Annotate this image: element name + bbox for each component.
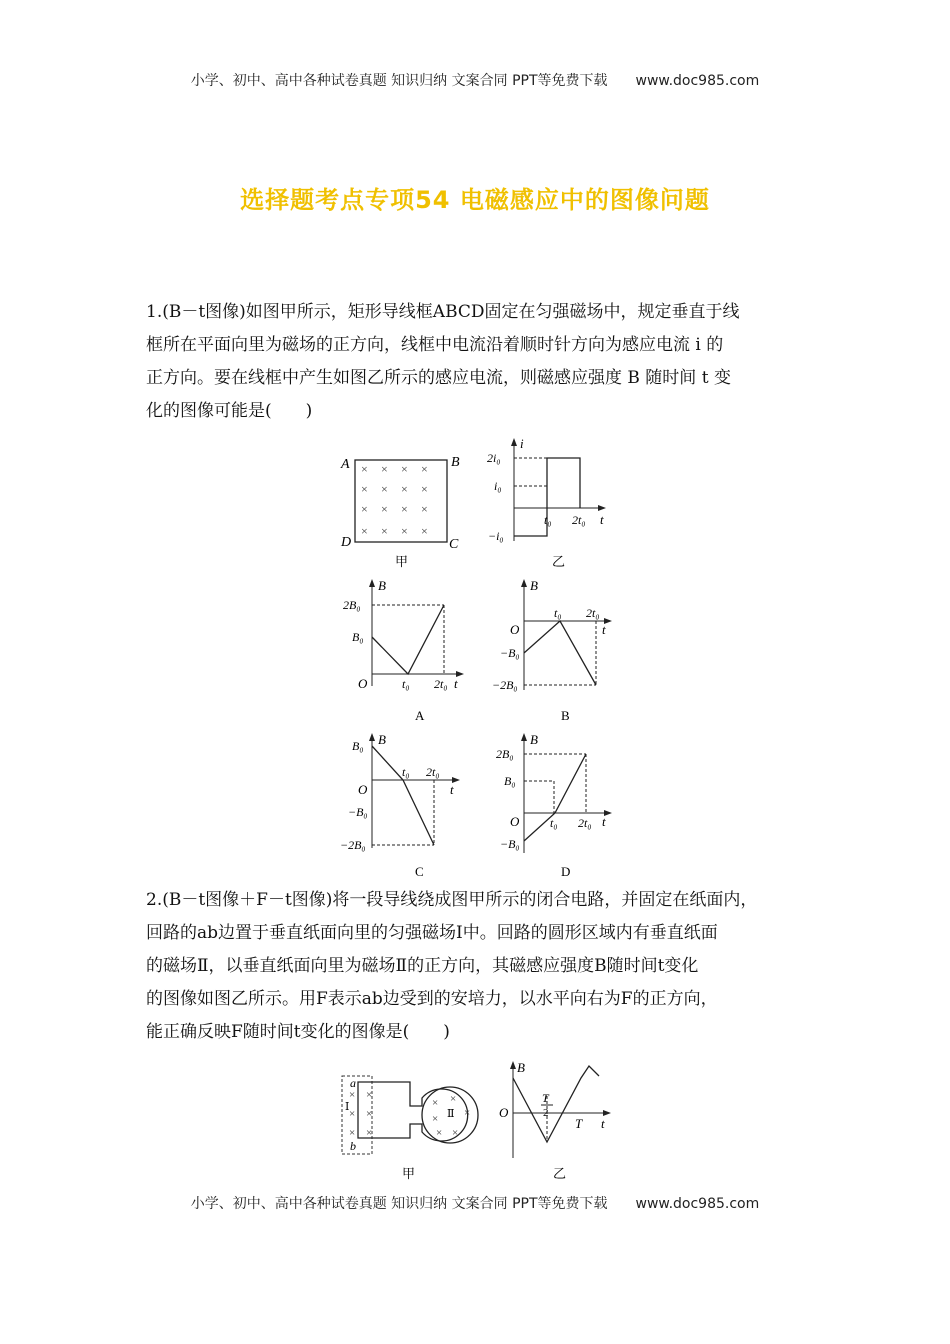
header-text: 小学、初中、高中各种试卷真题 知识归纳 文案合同 PPT等免费下载 [190, 73, 608, 89]
tick-2t0: 2t₀ [426, 765, 440, 779]
B-curve [372, 746, 434, 845]
tick-neg-2B0: −2B₀ [340, 838, 366, 852]
tick-2t0: 2t₀ [572, 513, 586, 527]
tick-neg-B0: −B₀ [500, 646, 520, 660]
label-I: Ⅰ [345, 1101, 350, 1113]
caption-jia: 甲 [395, 554, 409, 569]
axis-B-label: B [378, 732, 386, 747]
axis-t-label: t [602, 622, 606, 637]
svg-text:×: × [361, 462, 368, 476]
tick-2t0: 2t₀ [586, 606, 600, 620]
svg-text:×: × [421, 482, 428, 496]
svg-text:×: × [421, 502, 428, 516]
tick-t0: t₀ [544, 513, 552, 527]
svg-text:×: × [381, 524, 388, 538]
tick-neg-B0: −B₀ [348, 805, 368, 819]
svg-text:×: × [381, 482, 388, 496]
svg-text:×: × [401, 482, 408, 496]
tick-2B0: 2B₀ [496, 747, 514, 761]
svg-text:×: × [401, 462, 408, 476]
caption-A: A [415, 708, 425, 723]
corner-B: B [451, 455, 460, 470]
footer-text: 小学、初中、高中各种试卷真题 知识归纳 文案合同 PPT等免费下载 [190, 1196, 608, 1212]
label-II: Ⅱ [447, 1108, 455, 1120]
axis-t-label: t [602, 814, 606, 829]
question-1 [146, 296, 826, 428]
origin-label: O [499, 1105, 509, 1120]
q1-figure-yi [482, 436, 617, 574]
axis-B-label: B [517, 1060, 525, 1075]
tick-t0: t₀ [402, 765, 410, 779]
tick-t0: t₀ [554, 606, 562, 620]
svg-text:×: × [436, 1127, 443, 1139]
page-title: 选择题考点专项54 电磁感应中的图像问题 [240, 186, 710, 214]
page-header [0, 70, 950, 90]
q2-figure-jia [336, 1070, 492, 1186]
tick-t0: t₀ [550, 816, 558, 830]
field-crosses [361, 462, 428, 538]
tick-neg-2B0: −2B₀ [492, 678, 518, 692]
svg-text:×: × [452, 1127, 459, 1139]
q1-line-2: 框所在平面向里为磁场的正方向，线框中电流沿着顺时针方向为感应电流 i 的 [146, 335, 724, 355]
t-axis-label: t [600, 512, 604, 527]
origin-label: O [358, 676, 368, 691]
svg-text:×: × [366, 1089, 373, 1101]
tick-2i0: 2i₀ [487, 451, 501, 465]
q1-line-3: 正方向。要在线框中产生如图乙所示的感应电流，则磁感应强度 B 随时间 t 变 [146, 368, 731, 388]
caption-yi: 乙 [552, 554, 566, 569]
svg-text:×: × [366, 1127, 373, 1139]
origin-label: O [358, 782, 368, 797]
corner-D: D [341, 535, 352, 550]
label-b: b [350, 1139, 356, 1153]
svg-text:×: × [421, 462, 428, 476]
header-site: www.doc985.com [635, 73, 760, 89]
tick-neg-i0: −i₀ [488, 529, 504, 543]
tick-B0: B₀ [352, 630, 364, 644]
question-2 [146, 884, 826, 1049]
t-axis-arrow [598, 505, 606, 511]
tick-T-half: T [542, 1091, 549, 1105]
svg-text:×: × [401, 502, 408, 516]
svg-text:×: × [401, 524, 408, 538]
corner-C: C [449, 537, 459, 552]
corner-A: A [341, 457, 350, 472]
q1-figure-jia [335, 448, 465, 573]
axis-B-label: B [530, 578, 538, 593]
tick-2t0: 2t₀ [578, 816, 592, 830]
B-curve [513, 1066, 599, 1142]
svg-text:×: × [464, 1107, 471, 1119]
tick-2t0: 2t₀ [434, 677, 448, 691]
svg-text:×: × [432, 1113, 439, 1125]
B-curve [372, 605, 444, 674]
tick-T: T [575, 1116, 583, 1131]
axis-t-label: t [454, 676, 458, 691]
caption-D: D [561, 864, 571, 879]
axis-t-label: t [601, 1116, 605, 1131]
tick-t0: t₀ [402, 677, 410, 691]
svg-text:×: × [381, 462, 388, 476]
axis-B-label: B [530, 732, 538, 747]
caption-jia-2: 甲 [402, 1166, 416, 1181]
svg-text:×: × [349, 1089, 356, 1101]
q1-option-D [490, 728, 625, 880]
svg-text:×: × [361, 502, 368, 516]
q2-line-3: 的磁场Ⅱ，以垂直纸面向里为磁场Ⅱ的正方向，其磁感应强度B随时间t变化 [146, 956, 699, 976]
tick-half-den: 2 [543, 1107, 549, 1119]
svg-text:×: × [450, 1093, 457, 1105]
axis-B-label: B [378, 578, 386, 593]
origin-label: O [510, 622, 520, 637]
svg-text:×: × [366, 1108, 373, 1120]
page-footer [0, 1193, 950, 1213]
tick-2B0: 2B₀ [343, 598, 361, 612]
svg-text:×: × [432, 1097, 439, 1109]
q2-line-4: 的图像如图乙所示。用F表示ab边受到的安培力，以水平向右为F的正方向， [146, 989, 718, 1009]
q1-option-C [338, 728, 473, 880]
svg-text:×: × [361, 482, 368, 496]
i-axis-arrow [511, 438, 517, 446]
tick-i0: i₀ [494, 479, 502, 493]
origin-label: O [510, 814, 520, 829]
svg-text:×: × [421, 524, 428, 538]
q2-line-1: 2.(B－t图像＋F－t图像)将一段导线绕成图甲所示的闭合电路，并固定在纸面内， [146, 890, 758, 910]
tick-B0: B₀ [352, 739, 364, 753]
q1-line-1: 1.(B－t图像)如图甲所示，矩形导线框ABCD固定在匀强磁场中，规定垂直于线 [146, 302, 740, 322]
tick-neg-B0: −B₀ [500, 837, 520, 851]
q1-option-B [490, 574, 625, 724]
svg-text:×: × [349, 1108, 356, 1120]
q2-line-5: 能正确反映F随时间t变化的图像是( ) [146, 1022, 450, 1042]
q2-figure-yi [495, 1058, 620, 1188]
caption-B: B [561, 708, 570, 723]
caption-yi-2: 乙 [553, 1166, 567, 1181]
q1-line-4: 化的图像可能是( ) [146, 401, 313, 421]
B-curve [524, 621, 596, 685]
svg-text:×: × [381, 502, 388, 516]
svg-text:×: × [349, 1127, 356, 1139]
tick-B0: B₀ [504, 774, 516, 788]
footer-site: www.doc985.com [635, 1196, 760, 1212]
svg-text:×: × [361, 524, 368, 538]
caption-C: C [415, 864, 424, 879]
i-axis-label: i [520, 436, 524, 451]
q2-line-2: 回路的ab边置于垂直纸面向里的匀强磁场Ⅰ中。回路的圆形区域内有垂直纸面 [146, 923, 718, 943]
axis-t-label: t [450, 782, 454, 797]
label-a: a [350, 1076, 356, 1090]
q1-option-A [338, 574, 473, 724]
